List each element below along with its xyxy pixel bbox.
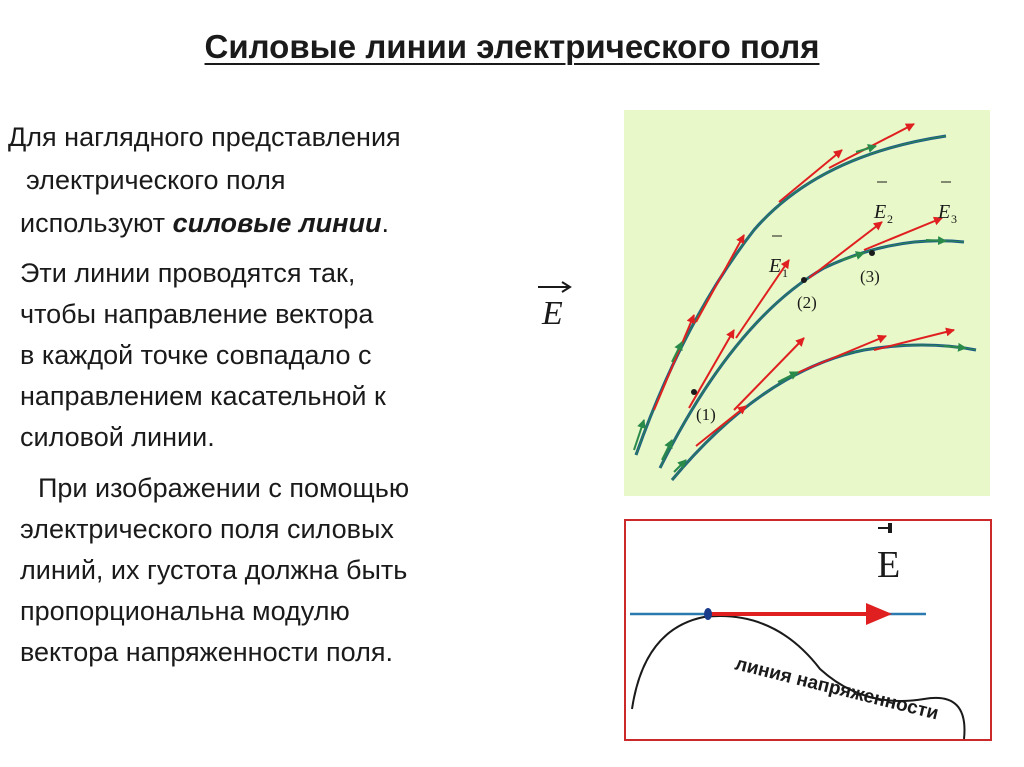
label-e2: E: [874, 201, 887, 223]
paragraph-3-line-1: При изображении с помощью: [38, 473, 410, 503]
slide-title: Силовые линии электрического поля: [204, 28, 820, 65]
vector-label-e: E: [877, 544, 901, 586]
point-1: [691, 389, 697, 395]
label-e3: E: [938, 201, 951, 223]
svg-text:E: E: [542, 295, 563, 332]
label-e1-sub: 1: [782, 266, 788, 280]
paragraph-1-line-3: используют силовые линии.: [20, 208, 389, 238]
emphasis-term: силовые линии: [172, 208, 382, 238]
paragraph-2-line-5: силовой линии.: [20, 422, 215, 452]
label-e1: E: [769, 255, 782, 277]
paragraph-3-line-3: линий, их густота должна быть: [20, 555, 408, 585]
paragraph-2-line-2: чтобы направление вектора: [20, 299, 374, 329]
tangent-vector-figure: [624, 519, 992, 741]
field-direction-arrow: [926, 240, 946, 241]
point-2: [801, 277, 807, 283]
paragraph-2-line-4: направлением касательной к: [20, 381, 386, 411]
field-lines-figure: [624, 110, 990, 496]
paragraph-3-line-5: вектора напряженности поля.: [20, 637, 393, 667]
curve-label: линия напряженности: [732, 653, 941, 725]
label-point-2: (2): [797, 293, 817, 312]
label-point-1: (1): [696, 405, 716, 424]
label-e2-sub: 2: [887, 212, 893, 226]
paragraph-2-line-3: в каждой точке совпадало с: [20, 340, 372, 370]
tangent-point: [704, 608, 712, 620]
vector-e-symbol: [534, 280, 578, 334]
label-point-3: (3): [860, 267, 880, 286]
point-3: [869, 250, 875, 256]
paragraph-3-line-4: пропорциональна модулю: [20, 596, 350, 626]
label-e3-sub: 3: [951, 212, 957, 226]
paragraph-2-line-1: Эти линии проводятся так,: [20, 258, 356, 288]
paragraph-3-line-2: электрического поля силовых: [20, 514, 394, 544]
paragraph-1-line-2: электрического поля: [26, 165, 286, 195]
paragraph-1-line-1: Для наглядного представления: [8, 122, 401, 152]
